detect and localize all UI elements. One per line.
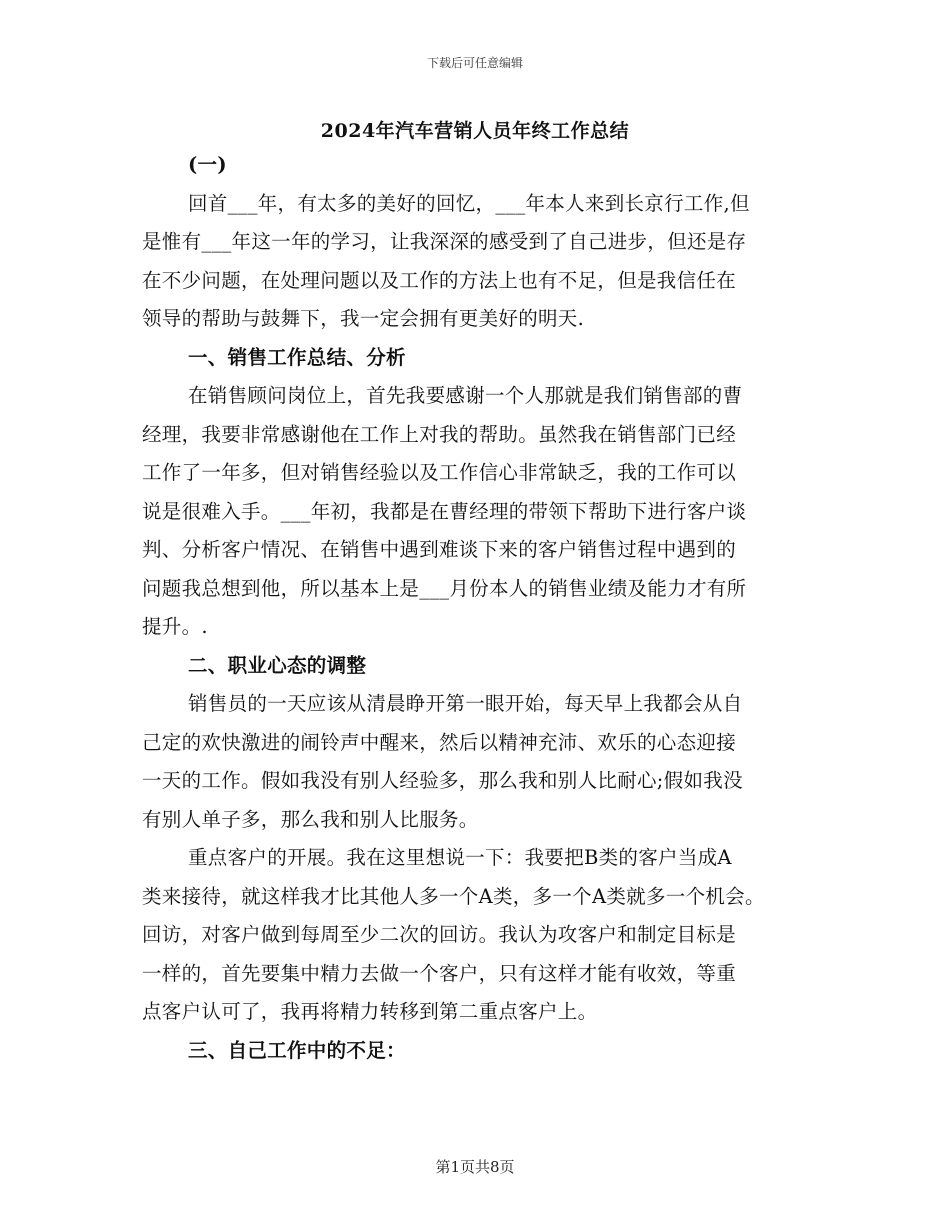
document-body — [142, 146, 822, 1070]
section-heading: 二、职业心态的调整 — [188, 653, 367, 677]
paragraph-line: 在不少问题，在处理问题以及工作的方法上也有不足，但是我信任在 — [142, 268, 737, 292]
paragraph-line: 工作了一年多，但对销售经验以及工作信心非常缺乏，我的工作可以 — [142, 461, 737, 484]
header-note: 下载后可任意编辑 — [426, 56, 523, 70]
paragraph-line: 一样的，首先要集中精力去做一个客户，只有这样才能有收效，等重 — [142, 961, 737, 985]
paragraph-line: 判、分析客户情况、在销售中遇到难谈下来的客户销售过程中遇到的 — [142, 538, 737, 561]
paragraph-line: 类来接待，就这样我才比其他人多一个A类，多一个A类就多一个机会。 — [142, 884, 765, 908]
paragraph-line: 在销售顾问岗位上，首先我要感谢一个人那就是我们销售部的曹 — [188, 384, 743, 407]
section-heading: 一、销售工作总结、分析 — [188, 345, 406, 369]
paragraph-line: 领导的帮助与鼓舞下，我一定会拥有更美好的明天. — [142, 307, 585, 330]
paragraph-line: 回访，对客户做到每周至少二次的回访。我认为攻客户和制定目标是 — [142, 923, 737, 946]
paragraph-line: 重点客户的开展。我在这里想说一下：我要把B类的客户当成A — [188, 846, 732, 869]
section-heading: (一) — [188, 153, 227, 176]
paragraph-line: 说是很难入手。___年初，我都是在曹经理的带领下帮助下进行客户谈 — [142, 499, 747, 523]
paragraph-line: 是惟有___年这一年的学习，让我深深的感受到了自己进步，但还是存 — [142, 230, 747, 253]
paragraph-line: 回首___年，有太多的美好的回忆，___年本人来到长京行工作,但 — [188, 191, 750, 215]
paragraph-line: 问题我总想到他，所以基本上是___月份本人的销售业绩及能力才有所 — [142, 576, 747, 600]
document-title: 2024年汽车营销人员年终工作总结 — [320, 120, 630, 142]
paragraph-line: 己定的欢快激进的闹铃声中醒来，然后以精神充沛、欢乐的心态迎接 — [142, 730, 737, 754]
paragraph-line: 经理，我要非常感谢他在工作上对我的帮助。虽然我在销售部门已经 — [142, 422, 737, 446]
paragraph-line: 一天的工作。假如我没有别人经验多，那么我和别人比耐心;假如我没 — [142, 769, 743, 792]
paragraph-line: 提升。. — [142, 615, 208, 638]
section-heading: 三、自己工作中的不足： — [188, 1038, 406, 1062]
paragraph-line: 有别人单子多，那么我和别人比服务。 — [142, 807, 479, 831]
page-footer: 第1页共8页 — [435, 1158, 515, 1176]
paragraph-line: 销售员的一天应该从清晨睁开第一眼开始，每天早上我都会从自 — [188, 692, 743, 715]
paragraph-line: 点客户认可了，我再将精力转移到第二重点客户上。 — [142, 1000, 598, 1023]
